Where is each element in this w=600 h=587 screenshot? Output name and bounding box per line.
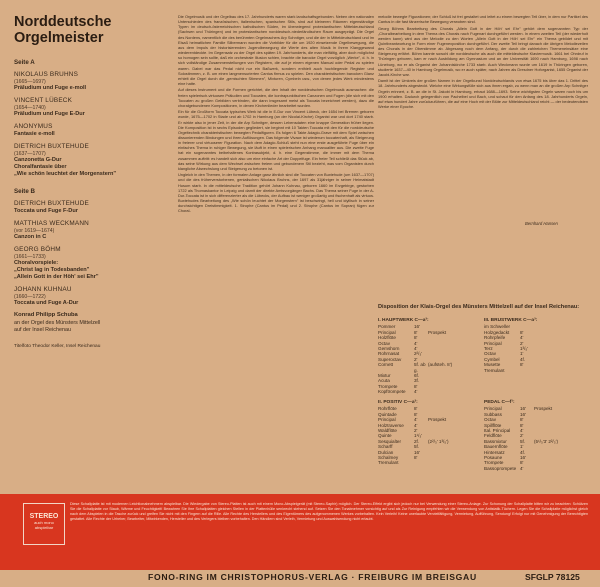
work-title: Canzonetta G-Dur Choralfantasie über „Wie schön leuchtet der Morgenstern": [14, 157, 117, 177]
stop-footage: 5f. ab g.: [414, 362, 426, 373]
stop-footage: 2': [520, 340, 524, 346]
stop-name: Principal: [484, 340, 502, 346]
composer-name: DIETRICH BUXTEHUDE: [14, 143, 89, 150]
stop-footage: 6f.: [414, 373, 420, 379]
stop-name: Mixtur: [378, 373, 391, 379]
work-title: Toccata und Fuge A-Dur: [14, 300, 79, 306]
stereo-badge-line1: auch mono: [34, 520, 54, 525]
composer-name: JOHANN KUHNAU: [14, 286, 72, 293]
track-entry: [14, 246, 174, 281]
stop-name: Octav: [378, 340, 390, 346]
stop-name: Principal: [378, 329, 396, 335]
stop-footage: 4f.: [520, 356, 526, 362]
composer-dates: (1660—1722): [14, 294, 46, 300]
stop-name: Ital. Principal: [484, 428, 511, 434]
stop-name: Principal: [378, 417, 396, 423]
stop-name: Octav: [484, 417, 496, 423]
stop-footage: 1': [520, 444, 524, 450]
stop-footage: 1': [520, 351, 524, 357]
stop-footage: [520, 368, 534, 373]
stop-footage: 2': [520, 433, 524, 439]
stop-note: (5¹/₃'3' 2²/₃'): [534, 438, 558, 444]
manual-title: II. POSITIV C—a³:: [378, 400, 418, 405]
stop-name: Musette: [484, 362, 501, 368]
organ-specification-title: Disposition der Klais-Orgel des Münsters Mittelzell auf der Insel Reichenau:: [378, 304, 580, 310]
stop-footage: 4': [520, 335, 524, 341]
composer-name: MATTHIAS WECKMANN: [14, 220, 89, 227]
composer-name: VINCENT LÜBECK: [14, 97, 73, 104]
stop-note: Prospekt: [428, 417, 447, 423]
stop-name: Posaune: [484, 455, 503, 461]
stop-footage: 5f.: [520, 438, 526, 444]
stop-name: Holzflöte: [378, 335, 396, 341]
stop-footage: 8': [520, 362, 524, 368]
handling-notice: Diese Schallplatte ist mit modernen Leichtlonabnehmern abspielbar. Die Wiedergabe von Stereo-Platten ist auch mit einem Mono-Abspielgerät (mit Stereo-Saphir) möglich. Der Stereo-Effekt ergibt sich jedoch nur bei Verwendung einer Stereo-Anlage. Zur Schonung der Schallplatte bitten wir zu beachten: Schützen Sie die Schallplatte vor Staub, Wärme und Feuchtigkeit! Bewahren Sie Ihre Schallplatten gleichen Stellen in der Plattenhülle senkrecht stehend auf. Setzen Sie den Tonabnehmer vorsichtig auf und als Zur Reinigung empfehlen wir die Verwendung von Antistatik-Tüchern. Legen Sie die Schallplatte möglichst gleich nach dem Abspielen in die Tasche zurück und greifen Sie nicht mit den Fingern auf die Rille. Alle Rechte des Herstellers und des Eigentümers des aufgenommenen Werkes vorbehalten. Kein Verleih! Keine unerlaubte Vervielfältigung, Vermietung, Aufführung, Sendung! Erfolgt nur mit Genehmigung der Berechtigten gestattet. Alle Rechte der Urheber, Bearbeiter, Mitwirkenden, Hersteller und des Verlegers bleiben vorbehalten. Den Händlern sind Verleih, Vermietung und Auswahlsendung nicht erlaubt.: [70, 502, 588, 521]
stop-footage: 4f.: [520, 449, 526, 455]
manual-division: [484, 318, 537, 373]
stop-footage: 8': [520, 329, 524, 335]
manual-note: im Schweller: [484, 324, 511, 330]
stop-footage: 4': [414, 417, 418, 423]
track-entry: [14, 286, 174, 307]
organ-stop: [378, 389, 452, 394]
liner-paragraph: Auf dieses Instrument und die Formen gerichtet, die den Inhalt der norddeutschen Orgelmusik ausmachen: die freien spielerisch-virtuosen Präludien und Toccaten, die kontrapunktischen Canzonen und Fugen (die sich mit den Toccaten zu großen Gebilden verbinden, die dann insgesamt meist als Toccata bezeichnet werden), dazu die choralgebundenen Kompositionen, in denen Kirchenlieder bearbeitet wurden.: [178, 87, 374, 108]
stop-footage: 2': [414, 428, 418, 434]
work-title: Canzon in C: [14, 234, 47, 240]
album-title: Norddeutsche Orgelmeister: [14, 14, 112, 46]
composer-name: GEORG BÖHM: [14, 246, 61, 253]
stop-footage: 8': [414, 383, 418, 389]
stop-footage: 4': [414, 346, 418, 352]
stop-note: Prospekt: [534, 406, 553, 412]
stop-name: Waldflöte: [378, 428, 397, 434]
catalog-number: SFGLP 78125: [525, 572, 580, 582]
organ-stop: [484, 368, 537, 373]
performer-note: an der Orgel des Münsters Mittelzell auf der Insel Reichenau: [14, 319, 101, 333]
stop-name: Sesquialter: [378, 438, 401, 444]
stop-name: Scharff: [378, 444, 393, 450]
stop-name: Rohrnasat: [378, 351, 400, 357]
stop-name: Quinte: [378, 433, 392, 439]
stop-name: Holztraverse: [378, 422, 404, 428]
organ-stop: [484, 466, 558, 471]
stop-footage: 16': [414, 324, 420, 330]
liner-paragraph: Damit ist der Umkreis der großen Namen in der Orgelkunst Norddeutschlands von etwa 1675 bis über das 1. Drittel des 18. Jahrhunderts abgesteckt. Welche eine Wirkungsfülle sich aus ihnen ergab, zu wenn man an die großen Arp Schnitger Orgeln erinnert, z. B. an die in St. Jakobi in Hamburg, erbaut 1688—1693. Seine wichtigsten Orgeln waren noch bis um 1900 erhalten. Dadurch gelegentlich von Pachelbel und Bach, und schaut für den Anfang des 18. Jahrhunderts Orgeln, auf etwa hundert Jahre zurückzuführen, die auf eine Hoch mit der Blüte zur Mitteldeutschland reicht — der bedeutendsten Werke einer Epoche.: [378, 78, 588, 110]
stop-name: Bassoprompete: [484, 465, 517, 471]
stop-name: Cornett: [378, 362, 394, 368]
stop-name: Trompete: [378, 383, 398, 389]
side-a-list: [14, 71, 174, 178]
stop-footage: 2²/₃': [414, 351, 423, 357]
stop-name: Rohrflöte: [378, 406, 397, 412]
stop-name: Spillflöte: [484, 422, 502, 428]
stop-footage: 8': [520, 460, 524, 466]
stop-name: Bauernflöte: [484, 444, 508, 450]
stop-footage: 8': [520, 417, 524, 423]
stop-name: Subbass: [484, 411, 502, 417]
stop-footage: 4': [520, 428, 524, 434]
liner-notes-column-2: [378, 14, 588, 110]
stop-footage: 16': [520, 455, 526, 461]
stop-note: Prospekt: [428, 329, 447, 335]
side-b-heading: Seite B: [14, 188, 35, 195]
stop-name: Octav: [484, 351, 496, 357]
stop-name: Terz: [484, 346, 493, 352]
manual-title: III. BRUSTWERK C—a³:: [484, 318, 538, 323]
manual-division: [484, 400, 558, 471]
manual-title: I. HAUPTWERK C—a³:: [378, 318, 429, 323]
stop-footage: 8': [414, 335, 418, 341]
stop-name: Acuta: [378, 378, 390, 384]
stop-name: Cymbel: [484, 356, 500, 362]
stop-footage: 8': [414, 455, 418, 461]
stop-footage: 1¹/₃': [414, 433, 423, 439]
stop-footage: 8': [414, 411, 418, 417]
stop-name: Principal: [484, 406, 502, 412]
composer-dates: (1654—1740): [14, 105, 46, 111]
track-entry: [14, 97, 174, 118]
work-title: Fantasie e-moll: [14, 131, 55, 137]
publisher-label: FONO-RING IM CHRISTOPHORUS-VERLAG · FREIBURG IM BREISGAU: [148, 572, 477, 582]
organ-stop: [378, 362, 452, 373]
stop-name: Bassmixtur: [484, 438, 507, 444]
manual-title: PEDAL C—f¹:: [484, 400, 515, 405]
stop-footage: 8': [520, 422, 524, 428]
stop-footage: 1³/₅': [520, 346, 529, 352]
liner-paragraph: Die Orgelmusik und der Orgelbau des 17. Jahrhunderts waren stark landschaftsgebunden. Neben den nationalen Unterschieden des französischen, italienischen, spanischen Stils, sind auf kleineren Räumen eigenständige Typen im deutsch-österreichischen katholischen Süden, im überwiegend protestantischen Mitteldeutschland (Sachsen und Thüringen) und im protestantischen norddeutsch-niederländischen Raum ausgeprägt. Die Orgel des Nordens, namentlich die des berühmten Orgelmachers Arp Schnitger, und die der in Mitteldeutschland und im Elsaß heimatlichen Familie Silbermann wurden die Vorbilder für die um 1920 einsetzende Orgelbewegung, die aus dem Impuls der historisierenden Jugendbewegung die Werte des alten Musik in ihrem Klanggewand wiederentdeckte. Im Gegensatz zu der Orgel des späten 19. Jahrhunderts, die man vielfältig, aber doch möglichst so homogen sein sollte, daß ein orchestrale Illusion schien, brachte die barocke Orgel vorzüglich „Werke", d. h. in sich vollständige Zusammenstellungen von Registern, die auf je einem eigenen Manual oder Pedal zu spielen waren. Dabei war das Pedal nicht nur ein Baßwerk, sondern enthielt auch hochliegende Register und Solostimmen, z. B. um einen langmensurierten Cantus firmus zu spielen. Den charakteristischen barocken Glanz erhielt die Orgel durch die „gemischten Stimmen", Mixturen, Cymbeln usw., von denen jedes Werk mindestens eine hatte.: [178, 14, 374, 87]
stop-footage: 4': [414, 389, 418, 395]
track-entry: [14, 71, 174, 92]
author-signature: Bernhard Hansen: [525, 221, 558, 226]
stop-footage: 4': [520, 465, 524, 471]
stereo-badge-title: STEREO: [29, 513, 59, 520]
stop-name: Kopftrompete: [378, 389, 406, 395]
stop-name: Tremulant: [378, 460, 399, 466]
stop-note: (aufsteh. 8'): [428, 362, 453, 368]
stop-name: Holzgedackt: [484, 329, 510, 335]
stop-name: Superoctav: [378, 356, 402, 362]
stop-name: Feldflöte: [484, 433, 502, 439]
stop-name: Quintade: [378, 411, 397, 417]
track-list: [14, 14, 174, 350]
work-title: Präludium und Fuge E-Dur: [14, 111, 85, 117]
liner-paragraph: Georg Böhms Bearbeitung des Chorals „Allein Gott in der Höh' sei Ehr" gehört dem sogenannten Typ der „Choralbearbeitung in dem Thema des Chorals nach Fugenart durchgeführt werden. In einem zweiten Teil (der wiederholt werden kann) wird aus der Melodie zu den Worten „Allein Gott in der Höh' sei Ehr" ein Thema gebildet und mit Quintbeantwortung in Form einer Fugenexposition durchgeführt. Der zweite Teil bringt danach die übrigen Melodiezeilen des Chorals in der Oberstimme ab. Abgesang noch dem Anfang, der durch die zahlreichen Themeneinsätze eine Steigerung erfährt. Böhm kannte sowohl die norddeutsche als auch die mitteldeutsche Klaviermusik. 1661 bei Ohrdruf in Thüringen geboren, kam er nach Ausbildung am Gymnasium und an der Universität 1690 nach Hamburg, 1698 nach Lüneburg, wo er als Organist der Johanniskirche 1733 starb. Auch Weckmann wurde um 1619 in Thüringen geboren, studierte 1637—40 in Hamburg Orgelmusik, wo er auch später, nach Jahren als Dresdner Hoforganist, 1655 Organist der Jacobi-Kirche war.: [378, 25, 588, 77]
stop-footage: 8': [414, 406, 418, 412]
stop-name: Rohrpfeife: [484, 335, 506, 341]
stop-footage: 16': [520, 411, 526, 417]
composer-dates: (1665—1697): [14, 79, 46, 85]
composer-dates: (1661—1733): [14, 254, 46, 260]
stop-name: Gemshorn: [378, 346, 400, 352]
composer-dates: (1637—1707): [14, 151, 46, 157]
stop-footage: 5f.: [414, 444, 420, 450]
side-b-list: [14, 200, 174, 307]
composer-dates: (vor 1619—1674): [14, 228, 55, 234]
work-title: Präludium und Fuge e-moll: [14, 85, 87, 91]
stop-footage: 2f.: [414, 438, 420, 444]
work-title: Toccata und Fuge F-Dur: [14, 208, 78, 214]
organ-stop: [378, 460, 449, 465]
liner-paragraph: Ungleich in den Themen, in der formalen Anlage ganz ähnlich sind die Toccaten von Buxtehude (um 1637—1707) und die des früherverstorbenen, genialischen Nikolaus Bruhns, der 1697 als 31jähriger in seiner Heimatstadt Husum starb. In die mitteldeutsche Tradition gehört Johann Kuhnau, geboren 1660 im Erzgebirge, gestorben 1722 als Thomaskantor in Leipzig und damit der direkte Amtsvorgänger Bachs. Das Thema seiner Fuge in der A-Dur-Toccata ist in sich differenzierter als die Lübecks, der Aufbau ist weniger großartig und fischenhaft als virtuos. Buxtehudes Bearbeitung des „Wie schön leuchtet der Morgenstern" ist beschwingt, hell und idyllisch in seiner durchsichtigen Dreistimmigkeit. 1. Strophe (Cantus im Pedal) und 2. Strophe (Cantus im Sopran) fügen zur Choral-: [178, 172, 374, 214]
stop-footage: 3f.: [414, 378, 420, 384]
photo-credit: Titelfoto Theodor Keller, Insel Reichenau: [14, 343, 101, 349]
side-a-heading: Seite A: [14, 59, 35, 66]
stop-footage: [414, 460, 428, 465]
stop-name: Tremulant: [484, 367, 505, 373]
composer-name: DIETRICH BUXTEHUDE: [14, 200, 89, 207]
stop-name: Dulcian: [378, 449, 394, 455]
track-entry: [14, 123, 174, 138]
composer-name: NIKOLAUS BRUHNS: [14, 71, 79, 78]
track-entry: [14, 143, 174, 178]
manual-division: [378, 400, 449, 466]
composer-name: ANONYMUS: [14, 123, 53, 130]
track-entry: [14, 200, 174, 215]
track-entry: [14, 220, 174, 241]
stop-footage: 4': [414, 340, 418, 346]
stop-name: Trompete: [484, 460, 504, 466]
stop-footage: 8': [414, 329, 418, 335]
stop-name: Schalmey: [378, 455, 399, 461]
stop-name: Pommer: [378, 324, 396, 330]
stop-name: Hintersatz: [484, 449, 505, 455]
work-title: Choralvorspiele: „Christ lag in Todesbanden" „Allein Gott in der Höh' sei Ehr": [14, 260, 99, 280]
liner-paragraph: melodie bewegte Figurationen; der Schluß ist frei gestaltet und leitet zu einem bewegten Teil über, in dem nur Partikel des Cantus in die fast tänzerische Bewegung verwoben sind.: [378, 14, 588, 25]
liner-notes-column-1: [178, 14, 374, 215]
stop-footage: 16': [414, 449, 420, 455]
stop-footage: 16': [520, 406, 526, 412]
stop-note: (2²/₃' 1³/₅'): [428, 438, 449, 444]
stop-footage: 4': [414, 422, 418, 428]
manual-division: [378, 318, 452, 395]
performer-name: Konrad Philipp Schuba: [14, 312, 78, 318]
liner-paragraph: Ein für die Großform Toccata typisches Werk ist die in E-Dur von Vincent Lübeck, der 1654 bei Bremen geboren wurde, 1675—1702 in Stade und ab 1702 in Hamburg (an der Nicolai-Kirche) Organist war und dort 1740 starb. Er wirkte also in jener Zeit, in der die Arp Schnitger, dessen Lebensdaten eine knappe Generation früher liegen. Die Komposition ist in sechs Episoden gegliedert, sie beginnt mit 10 Takten Toccata mit den für die norddeutsche Orgeltechnik charakteristischen bewegten Pedalfiguren. Es folgen 6 Takte Adagio-Grave mit dem Spiel zwischen dissonierenden Bindungen und ihren Auflösungen. Das folgende Vivace ist wiederum toccatenhaft, als Steigerung in freierer und virtuoserer Figuration. Nach dem Adagio-Schluß steht nun eine erste ausgeführte Fuge über ein einfaches Thema in ruhiger Bewegung, sie läuft in einen spielerischen Anhang manualiter aus. Die zweite Fuge hat ein sogenanntes beibehaltenes Kontrasubjekt, d. h. eine Gegenstimme, die immer mit dem Thema zusammen auftritt: es handelt sich also um eine einfache Art der Doppelfuge. Ein freier Teil schließt das Stück ab, das seine Wirkung aus dem Wechsel zwischen freiem und gebundenem Stil bezieht, was vom Organisten durch klangliche Abwechslung und Steigerung zu betonen ist.: [178, 109, 374, 171]
stop-footage: 2': [414, 356, 418, 362]
stereo-badge-line2: abspielbar: [34, 525, 54, 530]
stereo-badge: [23, 503, 65, 545]
